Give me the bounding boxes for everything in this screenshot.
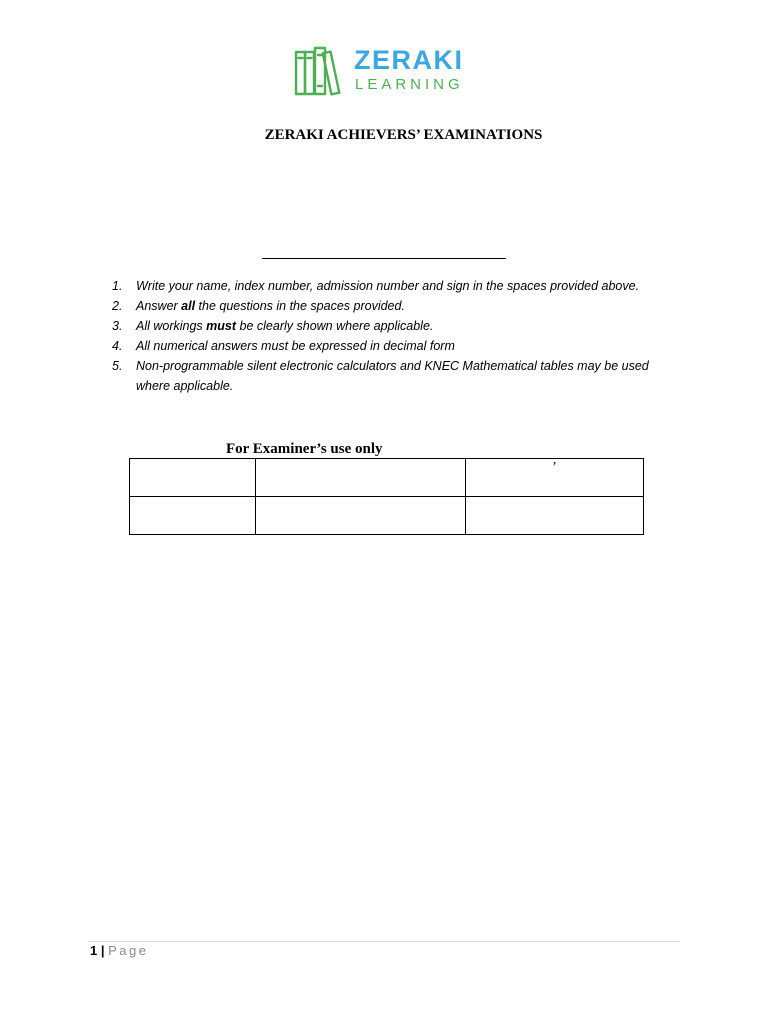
table-cell: [256, 497, 466, 535]
instruction-item: [110, 316, 670, 336]
instruction-emphasis: all: [181, 299, 196, 313]
examiner-table: [129, 458, 644, 535]
zeraki-logo: [294, 44, 484, 98]
footer-divider: [88, 941, 680, 942]
logo-wordmark: ZERAKI: [354, 45, 464, 75]
table-cell: ’: [466, 459, 644, 497]
instruction-number: 2.: [112, 299, 123, 313]
table-cell: [130, 459, 256, 497]
instruction-text: the questions in the spaces provided.: [195, 299, 405, 313]
instruction-text: Answer: [136, 299, 182, 313]
footer-separator: |: [100, 943, 105, 958]
instruction-number: 3.: [112, 319, 123, 333]
table-cell: [466, 497, 644, 535]
instruction-item: [110, 276, 670, 296]
instruction-number: 1.: [112, 279, 123, 293]
table-row: [130, 459, 644, 497]
instruction-number: 5.: [112, 359, 123, 373]
table-cell: [256, 459, 466, 497]
instruction-text: be clearly shown where applicable.: [236, 319, 434, 333]
instruction-text: All workings: [136, 319, 207, 333]
exam-title: ZERAKI ACHIEVERS’ EXAMINATIONS: [264, 127, 543, 143]
examiner-heading: For Examiner’s use only: [226, 441, 383, 457]
table-cell: [130, 497, 256, 535]
instruction-item: [110, 296, 670, 316]
books-icon: [294, 44, 352, 98]
instruction-item: [110, 336, 670, 356]
page-number: 1: [90, 943, 98, 958]
page-label: Page: [108, 943, 149, 958]
signature-line: [262, 258, 506, 259]
instruction-emphasis: must: [206, 319, 237, 333]
instruction-number: 4.: [112, 339, 123, 353]
instruction-text: Write your name, index number, admission number and sign in the spaces provided above.: [136, 279, 640, 293]
instructions-list: [110, 276, 670, 396]
instruction-text: All numerical answers must be expressed in decimal form: [136, 339, 455, 353]
logo-subtitle: LEARNING: [355, 76, 464, 93]
instruction-text: Non-programmable silent electronic calculators and KNEC Mathematical tables may be used where applicable.: [136, 359, 649, 393]
page-footer: [90, 943, 149, 959]
table-row: [130, 497, 644, 535]
instruction-item: [110, 356, 670, 396]
